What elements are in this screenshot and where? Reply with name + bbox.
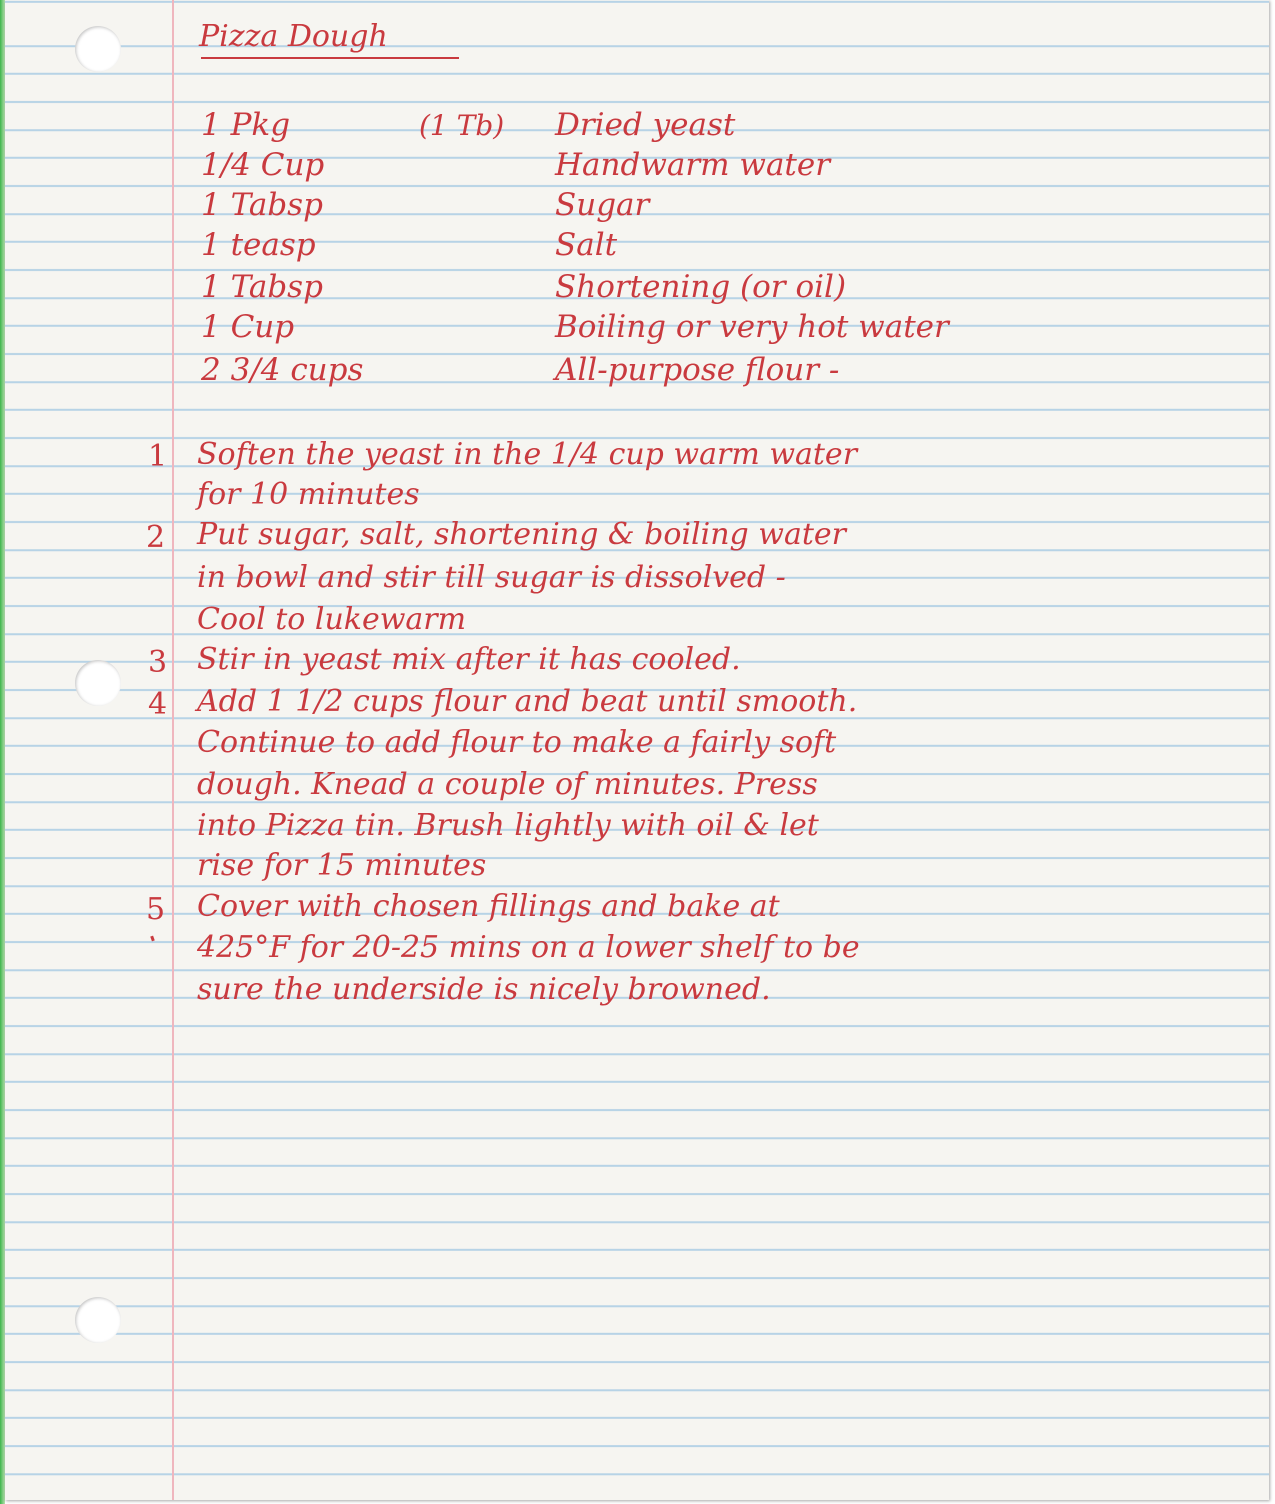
ingredient-quantity: 1 teasp xyxy=(201,227,316,263)
step-text-line: Cover with chosen fillings and bake at xyxy=(197,889,780,924)
step-text-line: Stir in yeast mix after it has cooled. xyxy=(197,642,741,677)
step-text-line: sure the underside is nicely browned. xyxy=(197,972,771,1007)
ingredient-quantity: 1 Cup xyxy=(201,309,295,345)
step-text-line: Put sugar, salt, shortening & boiling water xyxy=(197,517,846,552)
step-number: 1 xyxy=(148,439,168,474)
ingredient-quantity: 1 Tabsp xyxy=(201,187,323,223)
ingredient-quantity: 1 Tabsp xyxy=(201,269,323,305)
ingredient-name: Boiling or very hot water xyxy=(555,309,949,345)
step-text-line: for 10 minutes xyxy=(197,477,420,512)
ingredient-name: All-purpose flour - xyxy=(555,352,840,388)
ingredient-name: Sugar xyxy=(555,187,650,223)
step-number: 5 xyxy=(146,892,166,927)
step-text-line: 425°F for 20-25 mins on a lower shelf to be xyxy=(197,930,860,965)
punch-hole-icon xyxy=(75,26,121,72)
margin-line xyxy=(172,0,174,1500)
step-number: 2 xyxy=(146,520,166,555)
step-number: 3 xyxy=(148,645,168,680)
ingredient-name: Handwarm water xyxy=(555,147,831,183)
ingredient-name: Dried yeast xyxy=(555,107,736,143)
ingredient-quantity: 1/4 Cup xyxy=(201,147,325,183)
lined-paper-sheet xyxy=(5,0,1269,1500)
step-text-line: Continue to add flour to make a fairly soft xyxy=(197,725,837,760)
ingredient-name: Salt xyxy=(555,227,618,263)
step-text-line: Soften the yeast in the 1/4 cup warm water xyxy=(197,437,858,472)
step-text-line: into Pizza tin. Brush lightly with oil & let xyxy=(197,808,819,843)
ingredient-quantity: 2 3/4 cups xyxy=(201,352,364,388)
step-text-line: dough. Knead a couple of minutes. Press xyxy=(197,767,818,802)
ingredient-note: (1 Tb) xyxy=(419,109,505,142)
ingredient-quantity: 1 Pkg xyxy=(201,107,291,143)
step-text-line: rise for 15 minutes xyxy=(197,848,487,883)
step-text-line: Cool to lukewarm xyxy=(197,602,467,637)
ingredient-name: Shortening (or oil) xyxy=(555,269,847,305)
stray-pen-mark xyxy=(150,936,155,942)
recipe-title: Pizza Dough xyxy=(199,19,388,54)
step-number: 4 xyxy=(148,687,168,722)
punch-hole-icon xyxy=(75,1297,121,1343)
title-underline xyxy=(201,57,459,59)
punch-hole-icon xyxy=(75,660,121,706)
step-text-line: Add 1 1/2 cups flour and beat until smooth. xyxy=(197,684,858,719)
step-text-line: in bowl and stir till sugar is dissolved - xyxy=(197,560,786,595)
